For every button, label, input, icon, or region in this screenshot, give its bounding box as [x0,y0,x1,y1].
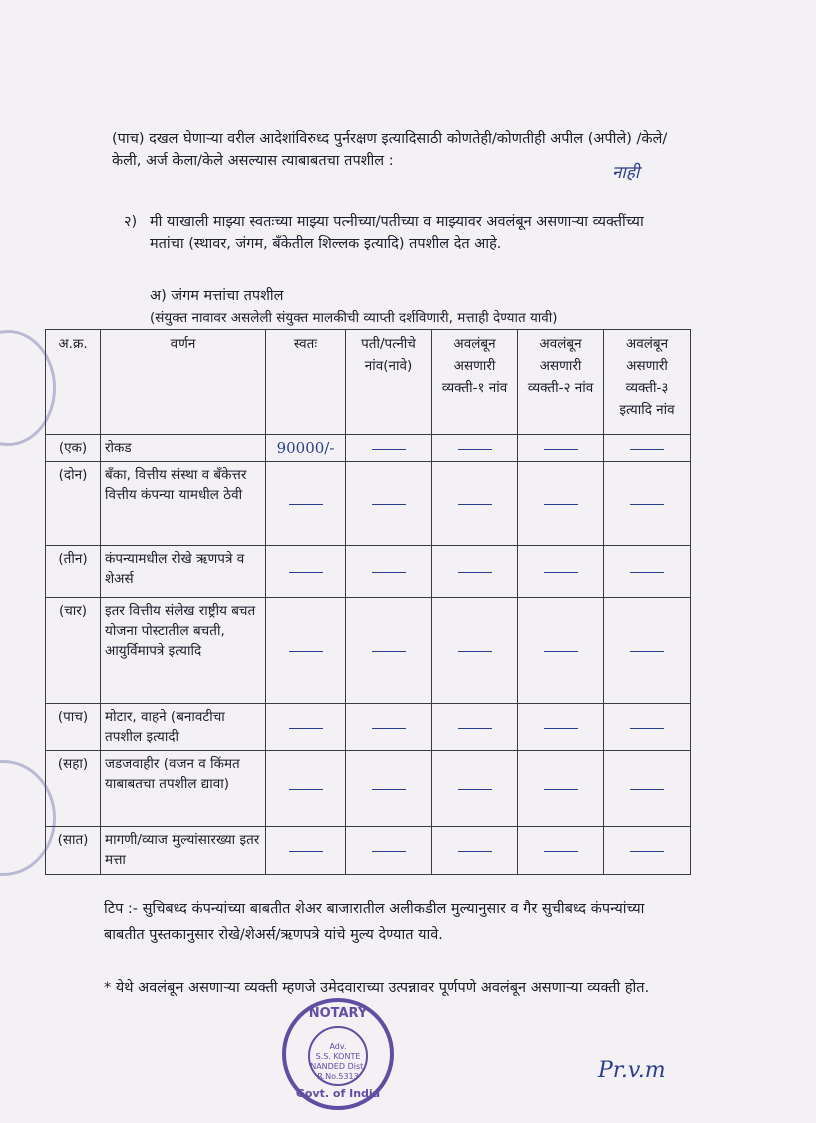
row-dash-mark [604,546,691,598]
handwritten-dash [289,851,323,852]
handwritten-dash [289,789,323,790]
row-dash-mark [346,462,432,546]
row-dash-mark [432,462,518,546]
row-dash-mark [518,546,604,598]
header-description: वर्णन [101,330,266,435]
header-spouse: पती/पत्नीचे नांव(नावे) [346,330,432,435]
handwritten-dash [630,449,664,450]
row-serial: (दोन) [46,462,101,546]
row-dash-mark [432,751,518,827]
row-dash-mark [604,751,691,827]
handwritten-dash [544,789,578,790]
table-row [46,435,691,462]
row-description: जडजवाहीर (वजन व किंमत याबाबतचा तपशील द्यावा) [101,751,266,827]
row-dash-mark [432,598,518,704]
header-self: स्वतः [266,330,346,435]
handwritten-dash [544,651,578,652]
handwritten-dash [458,851,492,852]
section-number: २) [124,214,138,230]
row-description: कंपन्यामधील रोखे ऋणपत्रे व शेअर्स [101,546,266,598]
row-dash-mark [266,751,346,827]
notary-stamp [282,998,394,1110]
row-serial: (सात) [46,827,101,875]
row-description: मोटार, वाहने (बनावटीचा तपशील इत्यादी [101,704,266,751]
row-serial: (पाच) [46,704,101,751]
stamp-inner-circle [308,1026,368,1086]
row-dash-mark [266,462,346,546]
handwritten-dash [458,789,492,790]
row-dash-mark [432,704,518,751]
row-dash-mark [432,546,518,598]
row-dash-mark [266,546,346,598]
handwritten-dash [630,572,664,573]
table-row [46,751,691,827]
table-row [46,462,691,546]
row-dash-mark [518,462,604,546]
row-description: बँका, वित्तीय संस्था व बँकेत्तर वित्तीय कंपन्या यामधील ठेवी [101,462,266,546]
row-dash-mark [604,827,691,875]
row-dash-mark [346,827,432,875]
handwritten-dash [630,651,664,652]
stamp-line-1: Adv. [329,1042,347,1051]
handwritten-nahi: नाही [612,163,640,183]
row-dash-mark [266,598,346,704]
row-self-value: 90000/- [266,435,346,462]
row-description: रोकड [101,435,266,462]
row-description: मागणी/व्याज मुल्यांसारख्या इतर मत्ता [101,827,266,875]
handwritten-dash [372,651,406,652]
stamp-line-2: S.S. KONTE [315,1052,361,1061]
valuation-note: टिप :- सुचिबध्द कंपन्यांच्या बाबतीत शेअर बाजारातील अलीकडील मुल्यानुसार व गैर सुचीबध्द कंपन्यांच्या बाबतीत पुस्तकानुसार रोखे/शेअर्स/ऋणपत्रे यांचे मुल्य देण्यात यावे. [104,901,645,943]
handwritten-dash [544,449,578,450]
row-dash-mark [346,704,432,751]
handwritten-dash [544,504,578,505]
stamp-line-4: R.No.5313 [317,1072,359,1081]
row-dash-mark [518,827,604,875]
handwritten-dash [458,728,492,729]
dependent-definition-note: * येथे अवलंबून असणाऱ्या व्यक्ती म्हणजे उमेदवाराच्या उत्पन्नावर पूर्णपणे अवलंबून असणाऱ्या व्यक्ती होत. [104,980,650,996]
movable-assets-heading: अ) जंगम मत्तांचा तपशील [150,288,284,304]
stamp-top-text: NOTARY [308,1006,368,1021]
handwritten-dash [544,728,578,729]
row-dash-mark [604,704,691,751]
row-dash-mark [518,598,604,704]
appeal-details-paragraph: (पाच) दखल घेणाऱ्या वरील आदेशांविरुध्द पुर्नरक्षण इत्यादिसाठी कोणतेही/कोणतीही अपील (अपीले) /केले/केली, अर्ज केला/केले असल्यास त्याबाबतचा तपशील : [112,131,668,169]
row-dash-mark [266,704,346,751]
handwritten-dash [289,651,323,652]
handwritten-dash [544,572,578,573]
header-dependent-2: अवलंबून असणारी व्यक्ती-२ नांव [518,330,604,435]
handwritten-dash [544,851,578,852]
row-dash-mark [604,435,691,462]
row-dash-mark [432,827,518,875]
handwritten-dash [372,851,406,852]
table-row [46,546,691,598]
handwritten-dash [630,789,664,790]
handwritten-dash [458,449,492,450]
handwritten-dash [289,504,323,505]
assets-declaration-paragraph: मी याखाली माझ्या स्वतःच्या माझ्या पत्नीच्या/पतीच्या व माझ्यावर अवलंबून असणाऱ्या व्यक्तींच्या मतांचा (स्थावर, जंगम, बँकेतील शिल्लक इत्यादि) तपशील देत आहे. [150,214,644,252]
handwritten-dash [372,504,406,505]
row-dash-mark [346,598,432,704]
row-serial: (चार) [46,598,101,704]
header-dependent-3: अवलंबून असणारी व्यक्ती-३ इत्यादि नांव [604,330,691,435]
table-row [46,827,691,875]
handwritten-dash [289,572,323,573]
handwritten-dash [289,728,323,729]
row-serial: (एक) [46,435,101,462]
table-header-row [46,330,691,435]
signature: Pr.v.m [598,1058,666,1083]
row-dash-mark [518,704,604,751]
row-dash-mark [432,435,518,462]
row-dash-mark [518,435,604,462]
row-dash-mark [346,435,432,462]
row-dash-mark [604,598,691,704]
header-sr: अ.क्र. [46,330,101,435]
row-dash-mark [346,751,432,827]
handwritten-dash [372,728,406,729]
table-row [46,598,691,704]
handwritten-dash [630,851,664,852]
row-dash-mark [604,462,691,546]
handwritten-dash [372,449,406,450]
handwritten-dash [458,572,492,573]
handwritten-dash [458,504,492,505]
stamp-line-3: NANDED Dist. [310,1062,366,1071]
stamp-bottom-text: Govt. of India [295,1087,381,1100]
movable-assets-table [45,329,691,875]
row-dash-mark [518,751,604,827]
joint-ownership-note: (संयुक्त नावावर असलेली संयुक्त मालकीची व्याप्ती दर्शविणारी, मत्ताही देण्यात यावी) [150,310,558,326]
handwritten-dash [372,789,406,790]
handwritten-dash [458,651,492,652]
handwritten-dash [372,572,406,573]
handwritten-dash [630,728,664,729]
row-description: इतर वित्तीय संलेख राष्ट्रीय बचत योजना पोस्टातील बचती, आयुर्विमापत्रे इत्यादि [101,598,266,704]
row-dash-mark [266,827,346,875]
handwritten-dash [630,504,664,505]
header-dependent-1: अवलंबून असणारी व्यक्ती-१ नांव [432,330,518,435]
table-row [46,704,691,751]
row-serial: (सहा) [46,751,101,827]
row-serial: (तीन) [46,546,101,598]
row-dash-mark [346,546,432,598]
